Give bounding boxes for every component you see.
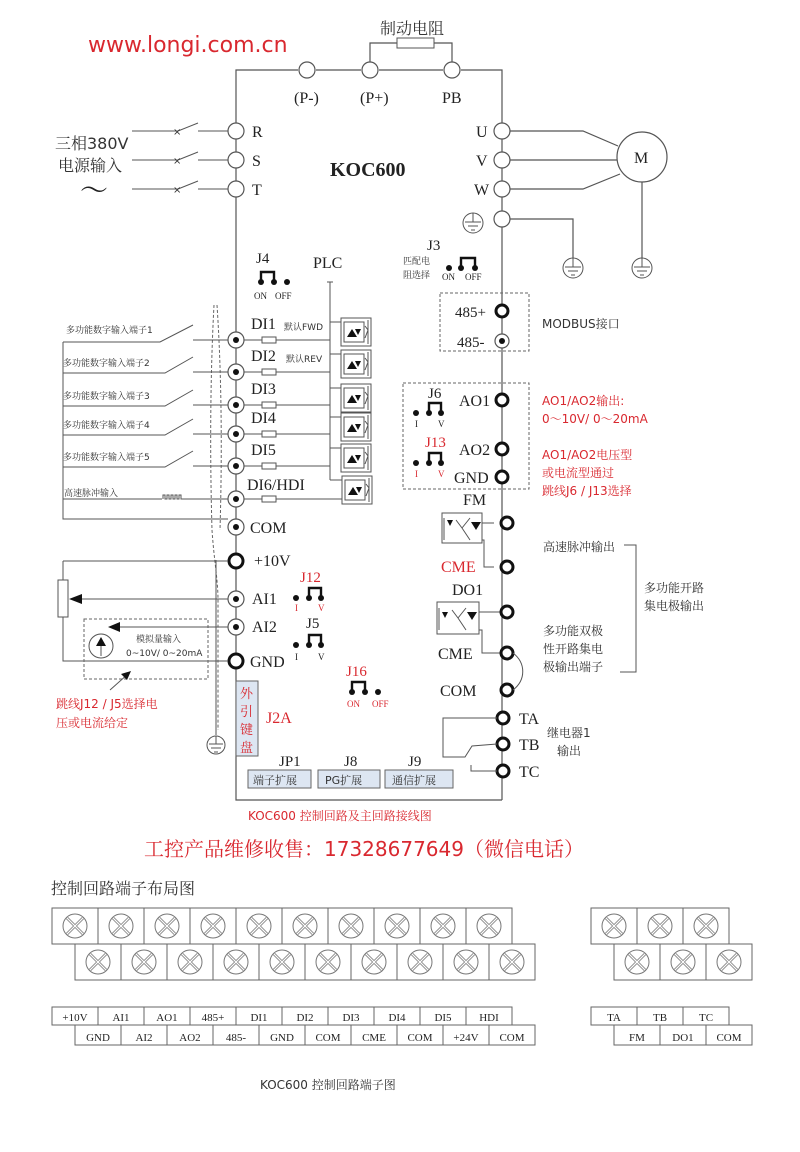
terminal-block-labels-main [52,1007,535,1045]
svg-text:COM: COM [716,1032,742,1044]
label-ai2: AI2 [252,619,277,636]
j3-on: ON [442,272,455,282]
j9-desc: 通信扩展 [392,774,436,787]
keypad-label: J2A [266,710,292,727]
svg-text:DI4: DI4 [388,1012,406,1024]
terminal-label-cell [591,1007,637,1025]
svg-text:TA: TA [607,1012,621,1024]
terminal-pe [494,211,510,227]
power-input-label-1: 三相380V [55,134,129,153]
svg-text:×: × [173,127,182,138]
svg-text:GND: GND [270,1032,294,1044]
svg-text:COM: COM [407,1032,433,1044]
terminal-pb [444,62,460,78]
j16-jumper-icon [349,682,381,695]
j16-off: OFF [372,699,389,709]
terminal-label-cell [328,1007,374,1025]
label-ao1: AO1 [459,393,491,410]
j3-off: OFF [465,272,482,282]
terminal-label-cell [75,1025,121,1045]
ao-note-5: 跳线J6 / J13选择 [542,484,632,498]
label-cme: CME [438,646,473,663]
fm-desc: 高速脉冲输出 [543,540,616,554]
terminal-u [494,123,510,139]
j13-label: J13 [425,435,446,451]
j16-label: J16 [346,664,367,680]
label-s: S [252,153,261,170]
terminal-ao-gnd [496,471,508,483]
relay-desc-2: 输出 [557,744,582,758]
terminal-caption: KOC600 控制回路端子图 [260,1078,396,1092]
di-row-5 [63,442,330,474]
ground-icon [207,736,225,754]
j8-label: J8 [344,754,358,770]
label-ao-gnd: GND [454,470,489,487]
j16-on: ON [347,699,360,709]
terminal-p-minus [299,62,315,78]
j3-label: J3 [427,238,441,254]
j12-i: I [295,603,298,613]
keypad-char: 键 [240,723,254,738]
ao-note-3: AO1/AO2电压型 [542,448,633,462]
keypad-char: 外 [240,687,254,702]
terminal-tb [497,738,509,750]
di-row-3 [63,381,330,413]
terminal-ao2 [496,443,508,455]
terminal-tc [497,765,509,777]
terminal-r [228,123,244,139]
keypad-char: 引 [240,705,254,720]
terminal-485-plus [496,305,508,317]
label-do1: DO1 [452,582,484,599]
j13-i: I [415,469,418,479]
terminal-cme-fm [501,561,513,573]
keypad-char: 盘 [240,741,254,756]
terminal-dot [233,524,239,530]
terminal-do1 [501,606,513,618]
label-485-plus: 485+ [455,305,486,321]
terminal-label-cell [466,1007,512,1025]
label-v: V [476,153,488,170]
svg-text:CME: CME [362,1032,386,1044]
di3-label: DI3 [251,381,276,398]
label-ai1: AI1 [252,591,277,608]
terminal-label-cell [351,1025,397,1045]
svg-text:+10V: +10V [62,1012,88,1024]
terminal-label-cell [52,1007,98,1025]
di-row-2 [63,348,330,380]
j4-off: OFF [275,291,292,301]
terminal-label-cell [144,1007,190,1025]
svg-text:TB: TB [652,1012,668,1024]
j9-label: J9 [408,754,422,770]
service-banner: 工控产品维修收售：17328677649（微信电话） [144,837,584,861]
terminal-label-cell [305,1025,351,1045]
do1-desc-3: 极输出端子 [543,660,604,674]
di2-desc: 多功能数字输入端子2 [63,359,150,369]
di5-label: DI5 [251,442,276,459]
terminal-label-cell [259,1025,305,1045]
svg-text:DI2: DI2 [296,1012,314,1024]
di3-desc: 多功能数字输入端子3 [63,392,150,402]
ground-icon [632,258,652,278]
analog-source-label: 模拟量输入 [136,635,182,645]
cme-com-link [513,653,523,690]
label-com-out: COM [440,683,477,700]
di-common-wire [63,500,228,519]
svg-text:FM: FM [629,1032,645,1044]
terminal-block-screws-main [52,908,535,980]
j4-label: J4 [256,251,270,267]
terminal-ao1 [496,394,508,406]
svg-text:AO1: AO1 [156,1012,178,1024]
svg-text:AO2: AO2 [179,1032,201,1044]
terminal-label-cell [236,1007,282,1025]
j6-i: I [415,419,418,429]
terminal-label-cell [420,1007,466,1025]
shield-line [217,305,221,530]
wiring-caption: KOC600 控制回路及主回路接线图 [248,809,432,823]
svg-text:HDI: HDI [479,1012,499,1024]
di-row-1 [63,316,330,500]
terminal-label-cell [374,1007,420,1025]
label-pb: PB [442,90,462,107]
svg-text:×: × [173,156,182,167]
svg-text:TC: TC [698,1012,714,1024]
di1-default: 默认FWD [284,323,324,333]
output-bracket [620,545,636,672]
j6-jumper-icon [413,403,444,416]
label-t: T [252,182,262,199]
terminal-label-cell [489,1025,535,1045]
label-tc: TC [519,764,540,781]
label-fm: FM [463,492,487,509]
j4-jumper-icon [258,272,290,285]
di-row-4 [63,410,330,442]
optocoupler-icons [330,318,372,504]
label-tb: TB [519,737,540,754]
j5-i: I [295,652,298,662]
svg-text:COM: COM [315,1032,341,1044]
label-cme-red: CME [441,559,476,576]
terminal-gnd [229,654,243,668]
di1-label: DI1 [251,316,276,333]
terminal-dot [499,338,505,344]
label-u: U [476,124,488,141]
svg-text:485+: 485+ [201,1012,225,1024]
modbus-label: MODBUS接口 [542,317,620,331]
terminal-label-cell [98,1007,144,1025]
ground-icon [563,258,583,278]
label-w: W [474,182,490,199]
j5-jumper-icon [293,635,324,648]
terminal-label-cell [282,1007,328,1025]
plc-common-wire [327,282,333,480]
ai-jumper-note-1: 跳线J12 / J5选择电 [56,697,158,711]
label-10v: +10V [254,553,291,570]
terminal-fm [501,517,513,529]
terminal-dot [233,596,239,602]
terminal-label-cell [397,1025,443,1045]
svg-text:COM: COM [499,1032,525,1044]
hdi-desc: 高速脉冲输入 [64,489,119,499]
ground-icon [463,213,483,233]
terminal-label-cell [443,1025,489,1045]
relay-contact-icon [443,718,497,771]
svg-text:GND: GND [86,1032,110,1044]
arrow-icon [108,622,120,632]
terminal-p-plus [362,62,378,78]
brake-resistor-label: 制动电阻 [380,19,445,38]
terminal-label-cell [167,1025,213,1045]
terminal-label-cell [190,1007,236,1025]
j3-desc-2: 阻选择 [403,271,431,281]
shield-line [211,305,218,730]
power-input-switches [132,123,228,196]
label-gnd: GND [250,654,285,671]
terminal-v [494,152,510,168]
di2-label: DI2 [251,348,276,365]
svg-text:AI1: AI1 [112,1012,130,1024]
label-485-minus: 485- [457,335,485,351]
terminal-label-cell [213,1025,259,1045]
terminal-block-labels-relay [591,1007,752,1045]
j3-desc-1: 匹配电 [403,257,431,267]
plc-label: PLC [313,255,343,272]
terminal-cme [501,647,513,659]
di-row-6 [63,477,345,507]
j12-jumper-icon [293,588,324,601]
terminal-dot [233,624,239,630]
j12-label: J12 [300,570,321,586]
di5-desc: 多功能数字输入端子5 [63,453,150,463]
terminal-s [228,152,244,168]
terminal-t [228,181,244,197]
modbus-box [440,293,529,351]
terminal-w [494,181,510,197]
svg-text:DI1: DI1 [250,1012,268,1024]
svg-text:×: × [173,185,182,196]
label-p-plus: (P+) [360,90,389,107]
brake-resistor-symbol [397,38,434,48]
j4-on: ON [254,291,267,301]
website-watermark: www.longi.com.cn [88,33,288,58]
j13-jumper-icon [413,453,444,466]
hdi-label: DI6/HDI [247,477,305,494]
label-ta: TA [519,711,540,728]
relay-desc-1: 继电器1 [547,726,591,740]
di1-desc: 多功能数字输入端子1 [66,326,153,336]
do1-desc-2: 性开路集电 [543,642,604,656]
j6-label: J6 [428,386,442,402]
j5-v: V [318,652,325,662]
group-desc-1: 多功能开路 [644,581,705,595]
label-com: COM [250,520,287,537]
di2-default: 默认REV [286,355,323,365]
motor-wires [510,131,620,189]
terminal-block-screws-relay [591,908,752,980]
terminal-ta [497,712,509,724]
label-r: R [252,124,263,141]
group-desc-2: 集电极输出 [644,599,705,613]
ao-note-2: 0～10V/ 0～20mA [542,412,648,426]
svg-text:DI5: DI5 [434,1012,452,1024]
layout-title: 控制回路端子布局图 [51,879,196,898]
model-title: KOC600 [330,159,406,181]
ac-symbol: ～ [80,176,109,207]
svg-text:485-: 485- [225,1032,247,1044]
terminal-10v [229,554,243,568]
svg-text:DI3: DI3 [342,1012,360,1024]
jp1-desc: 端子扩展 [253,774,297,787]
label-ao2: AO2 [459,442,491,459]
ai-jumper-note-2: 压或电流给定 [56,716,129,730]
svg-text:+24V: +24V [453,1032,479,1044]
j3-jumper-icon [446,258,478,271]
power-input-label-2: 电源输入 [58,156,123,175]
di4-desc: 多功能数字输入端子4 [63,421,150,431]
pe-ground-wire [510,219,573,258]
do1-desc-1: 多功能双极 [543,624,604,638]
svg-text:AI2: AI2 [135,1032,153,1044]
terminal-label-cell [121,1025,167,1045]
ao-note-4: 或电流型通过 [542,466,615,480]
di4-label: DI4 [251,410,276,427]
terminal-com-out [501,684,513,696]
j5-label: J5 [306,616,320,632]
terminal-label-cell [683,1007,729,1025]
ao-note-1: AO1/AO2输出: [542,394,625,408]
jp1-label: JP1 [279,754,301,770]
terminal-label-cell [660,1025,706,1045]
motor-label: M [634,150,649,167]
svg-text:DO1: DO1 [672,1032,694,1044]
analog-source-range: 0~10V/ 0~20mA [126,649,203,659]
j13-v: V [438,469,445,479]
j12-v: V [318,603,325,613]
terminal-label-cell [637,1007,683,1025]
j8-desc: PG扩展 [325,774,363,787]
label-p-minus: (P-) [294,90,319,107]
current-source-icon [89,634,113,658]
j6-v: V [438,419,445,429]
terminal-label-cell [706,1025,752,1045]
terminal-label-cell [614,1025,660,1045]
